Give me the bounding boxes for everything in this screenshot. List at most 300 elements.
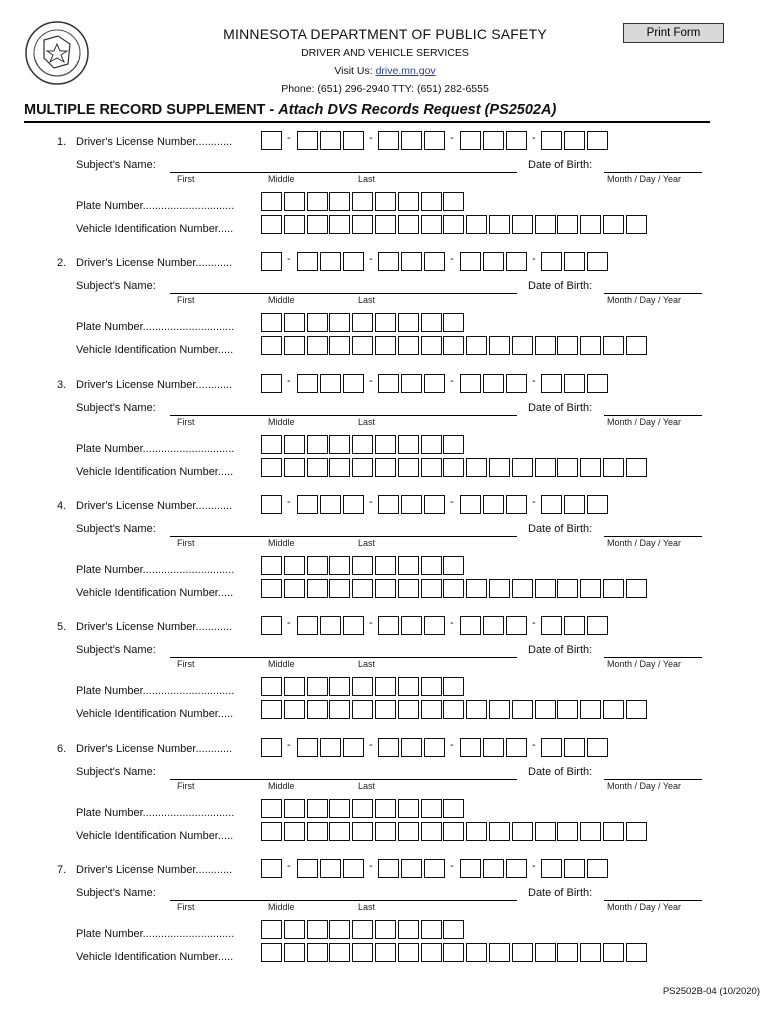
vin-box[interactable] [557,215,578,234]
vin-box[interactable] [329,943,350,962]
vin-box[interactable] [375,822,396,841]
plate-box[interactable] [375,920,396,939]
plate-box[interactable] [421,435,442,454]
license-box[interactable] [483,616,504,635]
license-box[interactable] [261,374,282,393]
vin-box[interactable] [352,700,373,719]
plate-box[interactable] [352,677,373,696]
plate-box[interactable] [375,556,396,575]
vin-box[interactable] [443,215,464,234]
plate-box[interactable] [307,192,328,211]
vin-box[interactable] [398,822,419,841]
license-box[interactable] [460,616,481,635]
vin-box[interactable] [352,579,373,598]
vin-box[interactable] [626,822,647,841]
vin-box[interactable] [261,215,282,234]
plate-box[interactable] [398,556,419,575]
vin-box[interactable] [284,943,305,962]
vin-box[interactable] [284,579,305,598]
vin-box[interactable] [512,215,533,234]
license-box[interactable] [343,374,364,393]
vin-box[interactable] [603,579,624,598]
vin-box[interactable] [603,822,624,841]
vin-box[interactable] [466,579,487,598]
plate-box[interactable] [329,435,350,454]
vin-box[interactable] [466,336,487,355]
vin-box[interactable] [443,458,464,477]
vin-box[interactable] [307,700,328,719]
vin-box[interactable] [398,215,419,234]
vin-box[interactable] [535,215,556,234]
plate-box[interactable] [261,192,282,211]
vin-box[interactable] [489,336,510,355]
print-form-button[interactable]: Print Form [623,23,724,43]
license-box[interactable] [541,616,562,635]
license-box[interactable] [320,252,341,271]
vin-box[interactable] [603,458,624,477]
vin-box[interactable] [557,700,578,719]
license-box[interactable] [541,495,562,514]
plate-box[interactable] [398,192,419,211]
plate-box[interactable] [352,192,373,211]
license-box[interactable] [564,131,585,150]
vin-box[interactable] [329,700,350,719]
plate-box[interactable] [375,799,396,818]
vin-box[interactable] [466,458,487,477]
vin-box[interactable] [443,579,464,598]
vin-box[interactable] [489,822,510,841]
license-box[interactable] [261,252,282,271]
vin-box[interactable] [580,822,601,841]
plate-box[interactable] [421,799,442,818]
license-box[interactable] [564,495,585,514]
vin-box[interactable] [557,943,578,962]
plate-box[interactable] [307,435,328,454]
license-box[interactable] [564,859,585,878]
license-box[interactable] [541,131,562,150]
plate-box[interactable] [261,556,282,575]
license-label: Driver's License Number............ [76,742,233,755]
vin-box[interactable] [261,943,282,962]
plate-box[interactable] [443,313,464,332]
license-box[interactable] [483,374,504,393]
plate-box[interactable] [443,556,464,575]
license-box[interactable] [587,374,608,393]
vin-box[interactable] [557,458,578,477]
license-box[interactable] [483,859,504,878]
plate-box[interactable] [284,677,305,696]
vin-box[interactable] [375,579,396,598]
plate-box[interactable] [421,920,442,939]
vin-box[interactable] [398,579,419,598]
plate-box[interactable] [261,435,282,454]
license-box[interactable] [261,616,282,635]
plate-box[interactable] [329,192,350,211]
plate-box[interactable] [329,556,350,575]
vin-box[interactable] [580,943,601,962]
vin-box[interactable] [603,215,624,234]
plate-box[interactable] [421,313,442,332]
plate-box[interactable] [398,920,419,939]
vin-box[interactable] [489,943,510,962]
license-box[interactable] [483,495,504,514]
license-box[interactable] [343,252,364,271]
vin-box[interactable] [626,943,647,962]
license-box[interactable] [343,495,364,514]
vin-box[interactable] [329,458,350,477]
vin-box[interactable] [466,822,487,841]
vin-box[interactable] [626,700,647,719]
license-box[interactable] [378,859,399,878]
vin-box[interactable] [557,579,578,598]
vin-box[interactable] [489,215,510,234]
plate-box[interactable] [352,556,373,575]
license-box[interactable] [320,616,341,635]
license-box[interactable] [506,616,527,635]
vin-box[interactable] [352,458,373,477]
vin-box[interactable] [375,700,396,719]
vin-box[interactable] [421,336,442,355]
subject-name-field[interactable] [170,415,517,416]
vin-box[interactable] [535,822,556,841]
license-box[interactable] [297,616,318,635]
license-box[interactable] [506,131,527,150]
license-box[interactable] [587,616,608,635]
license-box[interactable] [343,738,364,757]
vin-box[interactable] [626,336,647,355]
vin-box[interactable] [535,336,556,355]
license-box[interactable] [297,374,318,393]
license-box[interactable] [460,859,481,878]
vin-box[interactable] [421,458,442,477]
vin-box[interactable] [443,700,464,719]
dob-label: Date of Birth: [528,522,593,535]
license-box[interactable] [483,252,504,271]
plate-box[interactable] [261,920,282,939]
vin-box[interactable] [626,579,647,598]
plate-box[interactable] [421,556,442,575]
vin-box[interactable] [261,336,282,355]
plate-box[interactable] [398,677,419,696]
plate-box[interactable] [352,799,373,818]
vin-box[interactable] [329,579,350,598]
vin-box[interactable] [535,700,556,719]
vin-box[interactable] [352,822,373,841]
license-box[interactable] [261,495,282,514]
plate-box[interactable] [284,920,305,939]
dob-field[interactable] [604,293,702,294]
vin-box[interactable] [398,458,419,477]
plate-box[interactable] [443,920,464,939]
vin-box[interactable] [329,336,350,355]
license-box[interactable] [378,131,399,150]
vin-box[interactable] [466,215,487,234]
license-box[interactable] [297,859,318,878]
license-box[interactable] [460,131,481,150]
vin-box[interactable] [626,215,647,234]
license-box[interactable] [261,738,282,757]
plate-box[interactable] [307,920,328,939]
vin-box[interactable] [421,215,442,234]
vin-box[interactable] [284,336,305,355]
license-box[interactable] [424,859,445,878]
subject-name-field[interactable] [170,779,517,780]
license-box[interactable] [343,616,364,635]
license-box[interactable] [297,738,318,757]
license-box[interactable] [424,738,445,757]
vin-box[interactable] [421,822,442,841]
vin-box[interactable] [307,215,328,234]
license-box[interactable] [587,738,608,757]
subject-name-field[interactable] [170,536,517,537]
vin-box[interactable] [307,458,328,477]
vin-box[interactable] [352,215,373,234]
plate-box[interactable] [261,799,282,818]
plate-box[interactable] [443,677,464,696]
vin-box[interactable] [375,943,396,962]
license-box[interactable] [424,495,445,514]
vin-box[interactable] [375,215,396,234]
vin-box[interactable] [535,458,556,477]
middle-name-caption: Middle [268,780,295,791]
vin-box[interactable] [489,579,510,598]
vin-box[interactable] [398,943,419,962]
license-box[interactable] [424,131,445,150]
visit-line [200,65,570,77]
license-box[interactable] [424,374,445,393]
vin-box[interactable] [284,700,305,719]
vin-box[interactable] [512,822,533,841]
plate-box[interactable] [375,677,396,696]
subject-name-field[interactable] [170,900,517,901]
license-box[interactable] [483,131,504,150]
plate-box[interactable] [284,799,305,818]
vin-box[interactable] [512,458,533,477]
vin-box[interactable] [261,579,282,598]
vin-box[interactable] [352,943,373,962]
dob-field[interactable] [604,657,702,658]
license-box[interactable] [506,738,527,757]
license-box[interactable] [506,374,527,393]
license-separator: - [532,617,536,630]
vin-box[interactable] [261,822,282,841]
vin-box[interactable] [284,215,305,234]
plate-box[interactable] [421,677,442,696]
vin-box[interactable] [466,943,487,962]
license-box[interactable] [424,252,445,271]
vin-box[interactable] [603,336,624,355]
plate-box[interactable] [443,435,464,454]
plate-box[interactable] [329,313,350,332]
plate-box[interactable] [307,677,328,696]
vin-box[interactable] [580,458,601,477]
license-box[interactable] [541,738,562,757]
vin-box[interactable] [307,943,328,962]
vin-box[interactable] [307,579,328,598]
middle-name-caption: Middle [268,295,295,306]
license-label: Driver's License Number............ [76,863,233,876]
license-box[interactable] [297,131,318,150]
subject-name-field[interactable] [170,657,517,658]
license-box[interactable] [587,131,608,150]
license-box[interactable] [460,738,481,757]
vin-box[interactable] [307,336,328,355]
license-separator: - [450,859,454,872]
license-box[interactable] [378,252,399,271]
vin-box[interactable] [284,458,305,477]
plate-box[interactable] [307,556,328,575]
license-box[interactable] [320,495,341,514]
vin-box[interactable] [603,700,624,719]
plate-box[interactable] [329,799,350,818]
plate-box[interactable] [352,920,373,939]
license-box[interactable] [401,374,422,393]
vin-box[interactable] [512,943,533,962]
license-box[interactable] [343,131,364,150]
plate-box[interactable] [398,435,419,454]
vin-box[interactable] [489,700,510,719]
vin-box[interactable] [466,700,487,719]
license-box[interactable] [343,859,364,878]
dob-field[interactable] [604,172,702,173]
license-box[interactable] [378,374,399,393]
license-box[interactable] [483,738,504,757]
vin-box[interactable] [398,336,419,355]
vin-box[interactable] [352,336,373,355]
vin-box[interactable] [626,458,647,477]
plate-box[interactable] [443,192,464,211]
license-box[interactable] [587,252,608,271]
plate-box[interactable] [307,313,328,332]
vin-box[interactable] [580,579,601,598]
division-subtitle: DRIVER AND VEHICLE SERVICES [301,47,469,59]
license-box[interactable] [541,859,562,878]
record-number: 6. [57,742,67,755]
plate-box[interactable] [398,313,419,332]
license-box[interactable] [261,859,282,878]
license-box[interactable] [378,738,399,757]
license-box[interactable] [297,495,318,514]
vin-box[interactable] [443,822,464,841]
plate-box[interactable] [261,313,282,332]
record-number: 2. [57,257,67,270]
license-box[interactable] [587,859,608,878]
vin-box[interactable] [580,215,601,234]
plate-box[interactable] [398,799,419,818]
plate-box[interactable] [352,435,373,454]
plate-box[interactable] [352,313,373,332]
plate-box[interactable] [307,799,328,818]
plate-box[interactable] [261,677,282,696]
license-box[interactable] [564,374,585,393]
license-box[interactable] [587,495,608,514]
plate-box[interactable] [284,435,305,454]
license-box[interactable] [401,495,422,514]
plate-box[interactable] [329,920,350,939]
license-box[interactable] [424,616,445,635]
dob-field[interactable] [604,900,702,901]
plate-box[interactable] [284,192,305,211]
vin-box[interactable] [261,700,282,719]
license-box[interactable] [401,859,422,878]
license-box[interactable] [401,131,422,150]
license-box[interactable] [320,738,341,757]
dob-field[interactable] [604,536,702,537]
license-box[interactable] [320,859,341,878]
plate-box[interactable] [284,313,305,332]
dob-field[interactable] [604,415,702,416]
vin-box[interactable] [307,822,328,841]
vin-box[interactable] [375,336,396,355]
subject-name-field[interactable] [170,293,517,294]
license-box[interactable] [460,495,481,514]
vin-box[interactable] [421,943,442,962]
license-box[interactable] [564,738,585,757]
vin-box[interactable] [580,336,601,355]
license-box[interactable] [506,859,527,878]
subject-name-field[interactable] [170,172,517,173]
license-box[interactable] [541,374,562,393]
vin-box[interactable] [535,579,556,598]
plate-box[interactable] [375,192,396,211]
vin-box[interactable] [535,943,556,962]
license-box[interactable] [378,616,399,635]
license-box[interactable] [378,495,399,514]
website-link[interactable]: drive.mn.gov [375,65,436,77]
license-box[interactable] [460,252,481,271]
vin-box[interactable] [557,336,578,355]
license-box[interactable] [261,131,282,150]
vin-box[interactable] [443,336,464,355]
vin-box[interactable] [603,943,624,962]
dob-field[interactable] [604,779,702,780]
plate-box[interactable] [443,799,464,818]
vin-box[interactable] [398,700,419,719]
license-box[interactable] [401,252,422,271]
license-box[interactable] [506,495,527,514]
license-box[interactable] [564,252,585,271]
license-box[interactable] [320,374,341,393]
license-box[interactable] [401,616,422,635]
plate-box[interactable] [284,556,305,575]
license-box[interactable] [297,252,318,271]
vin-box[interactable] [284,822,305,841]
vin-box[interactable] [329,215,350,234]
vin-box[interactable] [421,579,442,598]
license-box[interactable] [320,131,341,150]
vin-box[interactable] [557,822,578,841]
vin-box[interactable] [580,700,601,719]
vin-box[interactable] [512,700,533,719]
license-box[interactable] [401,738,422,757]
plate-box[interactable] [375,313,396,332]
license-box[interactable] [541,252,562,271]
vin-box[interactable] [512,336,533,355]
vin-box[interactable] [375,458,396,477]
license-box[interactable] [506,252,527,271]
plate-box[interactable] [421,192,442,211]
license-box[interactable] [460,374,481,393]
vin-box[interactable] [443,943,464,962]
vin-box[interactable] [261,458,282,477]
plate-box[interactable] [375,435,396,454]
vin-box[interactable] [421,700,442,719]
vin-box[interactable] [512,579,533,598]
vin-box[interactable] [329,822,350,841]
license-box[interactable] [564,616,585,635]
vin-box[interactable] [489,458,510,477]
plate-box[interactable] [329,677,350,696]
